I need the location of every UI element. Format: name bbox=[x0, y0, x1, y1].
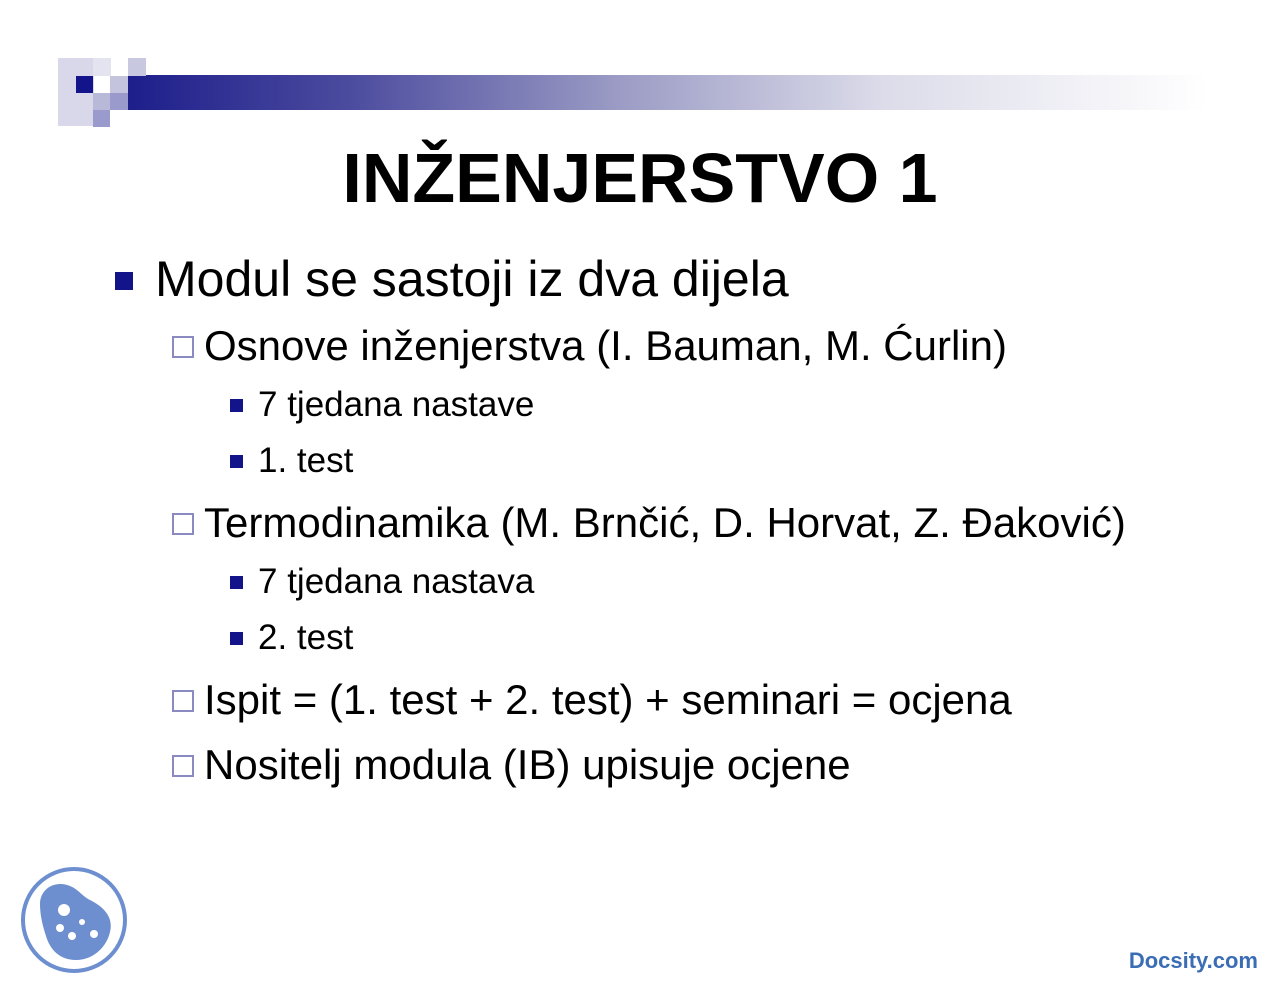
deco-square bbox=[93, 58, 111, 76]
square-bullet-icon bbox=[230, 455, 243, 468]
deco-square bbox=[76, 76, 93, 93]
deco-square bbox=[128, 58, 146, 76]
bullet-text: 1. test bbox=[258, 441, 354, 480]
bullet-text: 2. test bbox=[258, 618, 354, 657]
bullet-text: 7 tjedana nastava bbox=[258, 562, 535, 601]
bullet-level3 bbox=[230, 385, 534, 425]
bullet-level3 bbox=[230, 562, 534, 602]
bullet-text: Termodinamika (M. Brnčić, D. Horvat, Z. Đaković) bbox=[204, 499, 1126, 546]
bullet-text: Modul se sastoji iz dva dijela bbox=[155, 251, 789, 307]
header-decoration bbox=[0, 0, 1280, 140]
square-bullet-icon bbox=[230, 399, 243, 412]
bullet-text: Nositelj modula (IB) upisuje ocjene bbox=[204, 741, 851, 788]
hollow-square-bullet-icon bbox=[172, 513, 194, 535]
bullet-level3 bbox=[230, 441, 353, 481]
bullet-text: Ispit = (1. test + 2. test) + seminari = ocjena bbox=[204, 676, 1012, 723]
bullet-level2 bbox=[172, 741, 851, 789]
bullet-level2 bbox=[172, 676, 1012, 724]
slide-title: INŽENJERSTVO 1 bbox=[342, 139, 938, 217]
bullet-level1 bbox=[115, 250, 789, 308]
bullet-text: Osnove inženjerstva (I. Bauman, M. Ćurlin) bbox=[204, 322, 1007, 369]
hollow-square-bullet-icon bbox=[172, 755, 194, 777]
deco-square bbox=[110, 76, 128, 94]
hollow-square-bullet-icon bbox=[172, 690, 194, 712]
bullet-level2 bbox=[172, 499, 1126, 547]
bullet-level3 bbox=[230, 618, 353, 658]
deco-square bbox=[110, 93, 128, 110]
deco-square bbox=[93, 93, 110, 110]
header-gradient-bar bbox=[128, 75, 1208, 110]
docsity-logo-icon bbox=[20, 866, 128, 974]
square-bullet-icon bbox=[230, 632, 243, 645]
docsity-brand-text: Docsity.com bbox=[1128, 948, 1258, 973]
deco-square bbox=[93, 110, 110, 127]
hollow-square-bullet-icon bbox=[172, 336, 194, 358]
square-bullet-icon bbox=[230, 576, 243, 589]
bullet-text: 7 tjedana nastave bbox=[258, 385, 535, 424]
square-bullet-icon bbox=[115, 272, 133, 290]
bullet-level2 bbox=[172, 322, 1007, 370]
